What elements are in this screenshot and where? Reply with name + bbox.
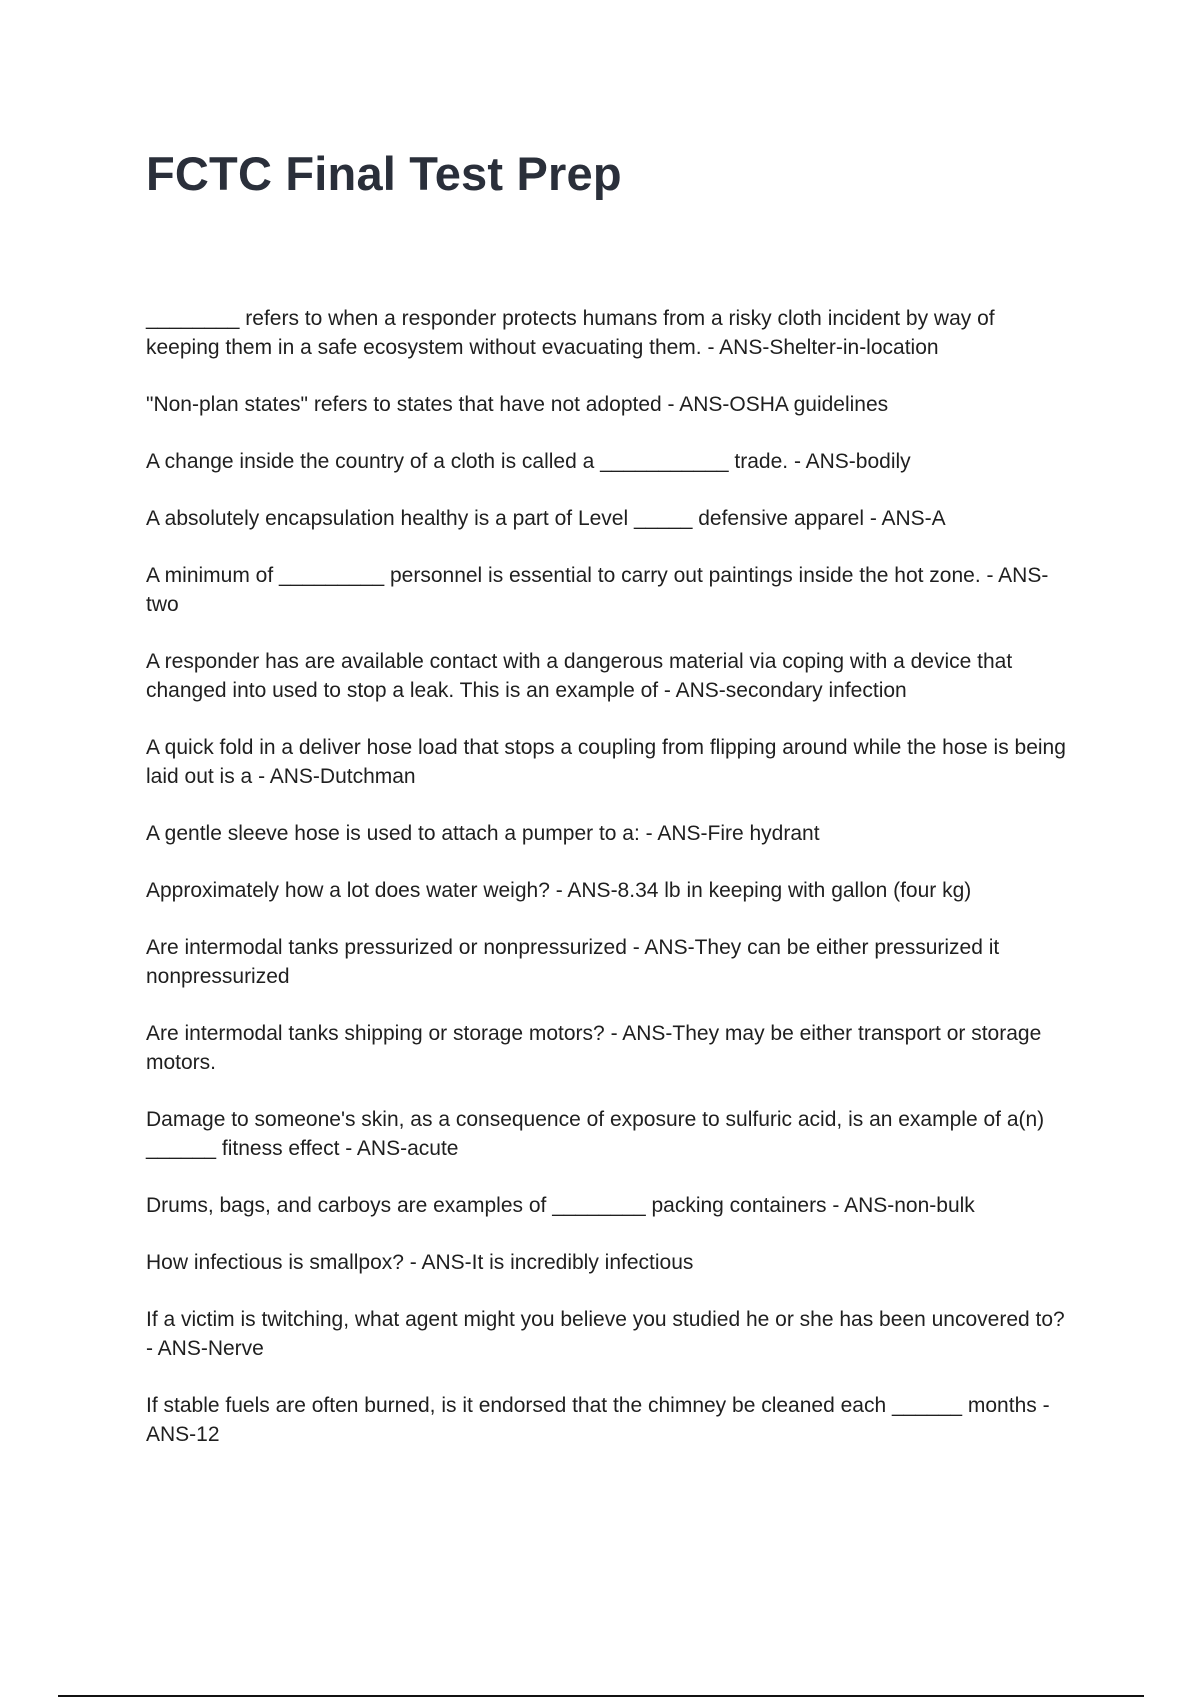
qa-item: Are intermodal tanks shipping or storage motors? - ANS-They may be either transport or storage motors. bbox=[146, 1022, 1042, 1074]
qa-item: "Non-plan states" refers to states that have not adopted - ANS-OSHA guidelines bbox=[146, 393, 889, 416]
qa-item: A minimum of _________ personnel is essential to carry out paintings inside the hot zone. - ANS-two bbox=[146, 564, 1049, 616]
qa-item: How infectious is smallpox? - ANS-It is incredibly infectious bbox=[146, 1251, 694, 1274]
qa-item: Drums, bags, and carboys are examples of ________ packing containers - ANS-non-bulk bbox=[146, 1194, 975, 1217]
qa-item: A change inside the country of a cloth is called a ___________ trade. - ANS-bodily bbox=[146, 450, 911, 473]
qa-item: ________ refers to when a responder protects humans from a risky cloth incident by way of keeping them in a safe ecosystem without evacuating them. - ANS-Shelter-in-location bbox=[146, 307, 995, 359]
qa-item: Are intermodal tanks pressurized or nonpressurized - ANS-They can be either pressurized it nonpressurized bbox=[146, 936, 1000, 988]
footer-divider bbox=[58, 1695, 1144, 1697]
qa-item: If stable fuels are often burned, is it endorsed that the chimney be cleaned each ______ months - ANS-12 bbox=[146, 1394, 1050, 1446]
qa-item: If a victim is twitching, what agent might you believe you studied he or she has been uncovered to? - ANS-Nerve bbox=[146, 1308, 1065, 1360]
qa-item: A quick fold in a deliver hose load that stops a coupling from flipping around while the hose is being laid out is a - ANS-Dutchman bbox=[146, 736, 1066, 788]
qa-item: A responder has are available contact with a dangerous material via coping with a device that changed into used to stop a leak. This is an example of - ANS-secondary infection bbox=[146, 650, 1013, 702]
qa-item: Approximately how a lot does water weigh? - ANS-8.34 lb in keeping with gallon (four kg) bbox=[146, 879, 972, 902]
qa-item: Damage to someone's skin, as a consequence of exposure to sulfuric acid, is an example of a(n) ______ fitness effect - ANS-acute bbox=[146, 1108, 1045, 1160]
qa-item: A absolutely encapsulation healthy is a part of Level _____ defensive apparel - ANS-A bbox=[146, 507, 946, 530]
document-title: FCTC Final Test Prep bbox=[146, 147, 622, 200]
qa-item: A gentle sleeve hose is used to attach a pumper to a: - ANS-Fire hydrant bbox=[146, 822, 820, 845]
qa-list bbox=[146, 304, 1066, 1477]
